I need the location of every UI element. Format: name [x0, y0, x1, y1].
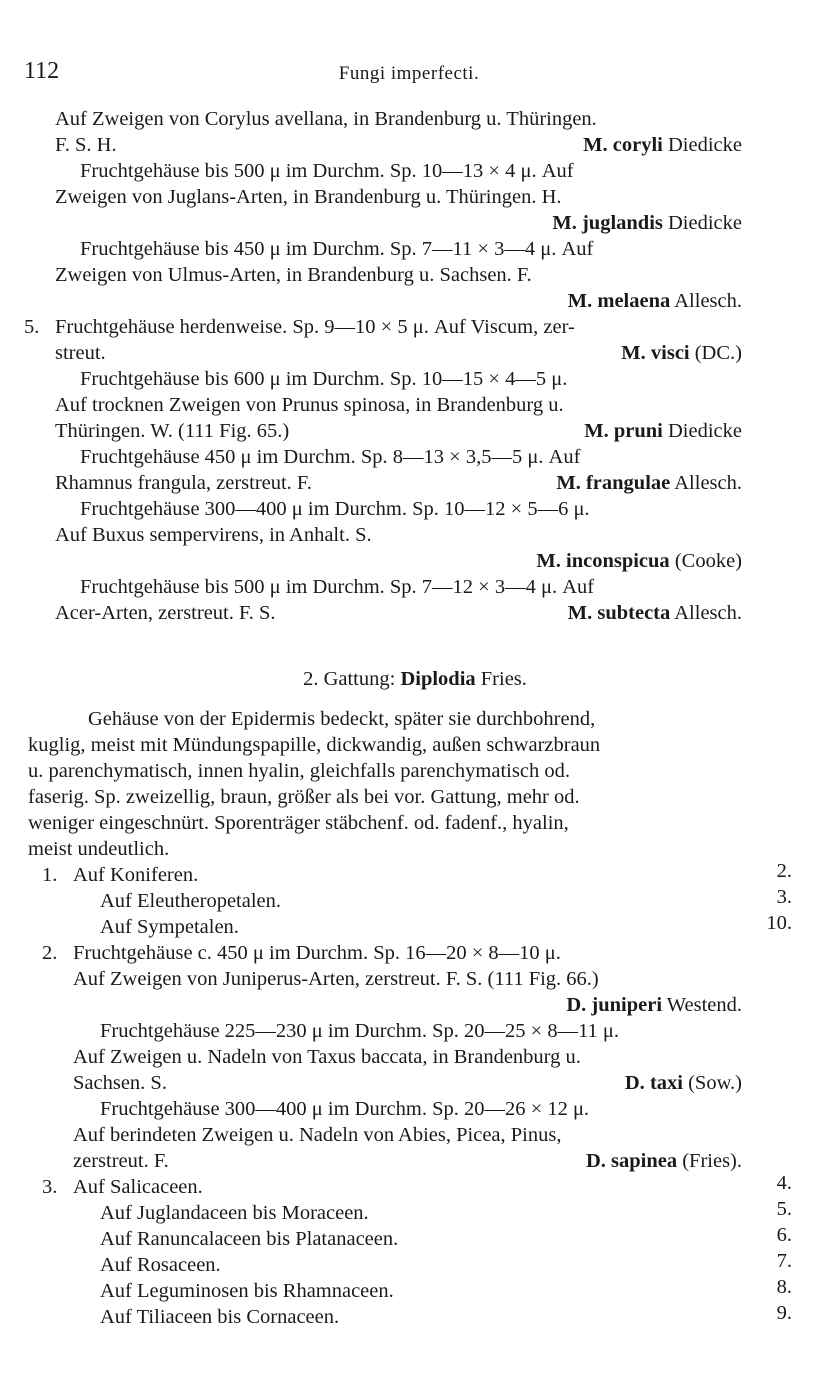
key-reference: 7.	[776, 1250, 792, 1272]
species-line: Sachsen. S. D. taxi (Sow.)	[73, 1072, 742, 1094]
text-line: Auf Buxus sempervirens, in Anhalt. S.	[55, 524, 372, 546]
species-line: F. S. H. M. coryli Diedicke	[55, 134, 742, 156]
species-name: M. inconspicua (Cooke)	[536, 550, 742, 572]
text-line: Auf trocknen Zweigen von Prunus spinosa, in Brandenburg u.	[55, 394, 564, 416]
page-body	[0, 106, 830, 1330]
key-reference: 4.	[776, 1172, 792, 1194]
species-name: D. sapinea (Fries).	[585, 1150, 742, 1172]
species-name: M. melaena Allesch.	[567, 290, 742, 312]
text-line: Fruchtgehäuse bis 500 μ im Durchm. Sp. 10—13 × 4 μ. Auf	[80, 160, 574, 182]
key-reference: 10.	[766, 912, 792, 934]
species-line: Thüringen. W. (111 Fig. 65.) M. pruni Diedicke	[55, 420, 742, 442]
species-line: streut. M. visci (DC.)	[55, 342, 742, 364]
key-line: Auf Rosaceen. 7.	[100, 1250, 792, 1276]
key-line: 5. Fruchtgehäuse herdenweise. Sp. 9—10 × 5 μ. Auf Viscum, zer-	[24, 316, 575, 338]
key-number: 2.	[42, 942, 58, 964]
key-line: Auf Eleutheropetalen. 3.	[100, 886, 792, 912]
running-title: Fungi imperfecti.	[338, 63, 480, 84]
species-name: M. coryli Diedicke	[583, 134, 742, 156]
species-line: zerstreut. F. D. sapinea (Fries).	[73, 1150, 742, 1172]
species-line	[0, 992, 830, 1018]
page-number: 112	[24, 58, 60, 84]
text-line: Auf berindeten Zweigen u. Nadeln von Abies, Picea, Pinus,	[73, 1124, 562, 1146]
species-line: Acer-Arten, zerstreut. F. S. M. subtecta Allesch.	[55, 602, 742, 624]
text-line: Fruchtgehäuse bis 450 μ im Durchm. Sp. 7—11 × 3—4 μ. Auf	[80, 238, 594, 260]
species-line	[0, 210, 830, 236]
species-name: M. juglandis Diedicke	[552, 212, 742, 234]
text-line: Fruchtgehäuse bis 500 μ im Durchm. Sp. 7—12 × 3—4 μ. Auf	[80, 576, 595, 598]
key-line: 3. Auf Salicaceen. 4.	[42, 1172, 792, 1198]
text-line: Fruchtgehäuse 450 μ im Durchm. Sp. 8—13 × 3,5—5 μ. Auf	[80, 446, 581, 468]
key-reference: 9.	[776, 1302, 792, 1324]
species-line	[0, 288, 830, 314]
text-line: faserig. Sp. zweizellig, braun, größer als bei vor. Gattung, mehr od.	[28, 786, 580, 808]
key-line: Auf Ranuncalaceen bis Platanaceen. 6.	[100, 1224, 792, 1250]
key-line: Auf Sympetalen. 10.	[100, 912, 792, 938]
text-line: Gehäuse von der Epidermis bedeckt, später sie durchbohrend,	[88, 708, 596, 730]
species-name: M. visci (DC.)	[621, 342, 742, 364]
text-line: u. parenchymatisch, innen hyalin, gleichfalls parenchymatisch od.	[28, 760, 570, 782]
key-line: Auf Tiliaceen bis Cornaceen. 9.	[100, 1302, 792, 1328]
text-line: Fruchtgehäuse 300—400 μ im Durchm. Sp. 20—26 × 12 μ.	[100, 1098, 590, 1120]
species-name: M. pruni Diedicke	[584, 420, 742, 442]
section-heading: 2. Gattung: Diplodia Fries.	[303, 668, 527, 690]
text-line: Zweigen von Juglans-Arten, in Brandenburg u. Thüringen. H.	[55, 186, 562, 208]
text-line: Auf Zweigen u. Nadeln von Taxus baccata, in Brandenburg u.	[73, 1046, 581, 1068]
text-line: Auf Zweigen von Corylus avellana, in Brandenburg u. Thüringen.	[55, 108, 597, 130]
page-header	[24, 58, 794, 90]
key-reference: 3.	[776, 886, 792, 908]
key-line: 2. Fruchtgehäuse c. 450 μ im Durchm. Sp. 16—20 × 8—10 μ.	[42, 942, 561, 964]
text-line: Fruchtgehäuse 300—400 μ im Durchm. Sp. 10—12 × 5—6 μ.	[80, 498, 590, 520]
species-name: D. taxi (Sow.)	[624, 1072, 742, 1094]
key-number: 5.	[24, 316, 40, 338]
key-line: Auf Leguminosen bis Rhamnaceen. 8.	[100, 1276, 792, 1302]
key-reference: 2.	[776, 860, 792, 882]
text-line: Zweigen von Ulmus-Arten, in Brandenburg u. Sachsen. F.	[55, 264, 532, 286]
species-line	[0, 548, 830, 574]
species-name: M. subtecta Allesch.	[567, 602, 742, 624]
key-number: 3.	[42, 1176, 58, 1198]
text-line: weniger eingeschnürt. Sporenträger stäbchenf. od. fadenf., hyalin,	[28, 812, 569, 834]
key-reference: 6.	[776, 1224, 792, 1246]
text-line: meist undeutlich.	[28, 838, 170, 860]
species-name: M. frangulae Allesch.	[556, 472, 742, 494]
key-number: 1.	[42, 864, 58, 886]
text-line: Auf Zweigen von Juniperus-Arten, zerstreut. F. S. (111 Fig. 66.)	[73, 968, 599, 990]
species-name: D. juniperi Westend.	[566, 994, 742, 1016]
key-reference: 5.	[776, 1198, 792, 1220]
text-line: kuglig, meist mit Mündungspapille, dickwandig, außen schwarzbraun	[28, 734, 601, 756]
key-reference: 8.	[776, 1276, 792, 1298]
key-line: 1. Auf Koniferen. 2.	[42, 860, 792, 886]
text-line: Fruchtgehäuse bis 600 μ im Durchm. Sp. 10—15 × 4—5 μ.	[80, 368, 568, 390]
species-line: Rhamnus frangula, zerstreut. F. M. frangulae Allesch.	[55, 472, 742, 494]
text-line: Fruchtgehäuse 225—230 μ im Durchm. Sp. 20—25 × 8—11 μ.	[100, 1020, 620, 1042]
key-line: Auf Juglandaceen bis Moraceen. 5.	[100, 1198, 792, 1224]
